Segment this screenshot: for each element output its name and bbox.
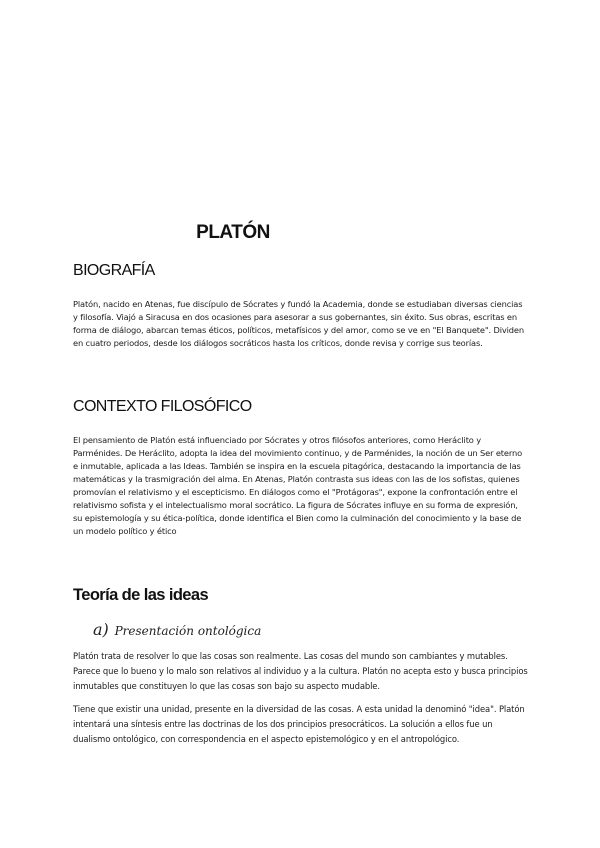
document-title: PLATÓN [196,222,270,243]
section-heading-biografia: BIOGRAFÍA [73,262,155,279]
section-heading-teoria: Teoría de las ideas [73,586,209,604]
biografia-paragraph: Platón, nacido en Atenas, fue discípulo de Sócrates y fundó la Academia, donde se estudiaban diversas ciencias y filosofía. Viajó a Siracusa en dos ocasiones para asesorar a sus gobernantes, sin éxito. Sus obras, escritas en forma de diálogo, abarcan temas éticos, políticos, metafísicos y del amor, como se ve en "El Banquete". Dividen en cuatro periodos, desde los diálogos socráticos hasta los críticos, donde revisa y corrige sus teorías. [73,299,524,348]
section-heading-contexto: CONTEXTO FILOSÓFICO [73,398,252,415]
subheading-letter: a) [93,620,109,639]
contexto-paragraph: El pensamiento de Platón está influenciado por Sócrates y otros filósofos anteriores, como Heráclito y Parménides. De Heráclito, adopta la idea del movimiento continuo, y de Parménides, la noción de un Ser eterno e inmutable, aplicada a las Ideas. También se inspira en la escuela pitagórica, destacando la importancia de las matemáticas y la trasmigración del alma. En Atenas, Platón contrasta sus ideas con las de los sofistas, quienes promovían el relativismo y el escepticismo. En diálogos como el "Protágoras", expone la confrontación entre el relativismo sofista y el intelectualismo moral socrático. La figura de Sócrates influye en su forma de expresión, su epistemología y su ética-política, donde identifica el Bien como la culminación del conocimiento y la base de un modelo político y ético [73,435,523,536]
subheading-text: Presentación ontológica [114,624,262,638]
subheading-presentacion [93,620,261,639]
teoria-paragraph-1: Platón trata de resolver lo que las cosas son realmente. Las cosas del mundo son cambiantes y mutables. Parece que lo bueno y lo malo son relativos al individuo y a la cultura. Platón no acepta esto y busca principios inmutables que constituyen lo que las cosas son bajo su aspecto mudable. [73,651,528,692]
teoria-paragraph-2: Tiene que existir una unidad, presente en la diversidad de las cosas. A esta unidad la denominó "idea". Platón intentará una síntesis entre las doctrinas de los dos principios presocráticos. La solución a ellos fue un dualismo ontológico, con correspondencia en el aspecto epistemológico y en el antropológico. [73,704,525,745]
